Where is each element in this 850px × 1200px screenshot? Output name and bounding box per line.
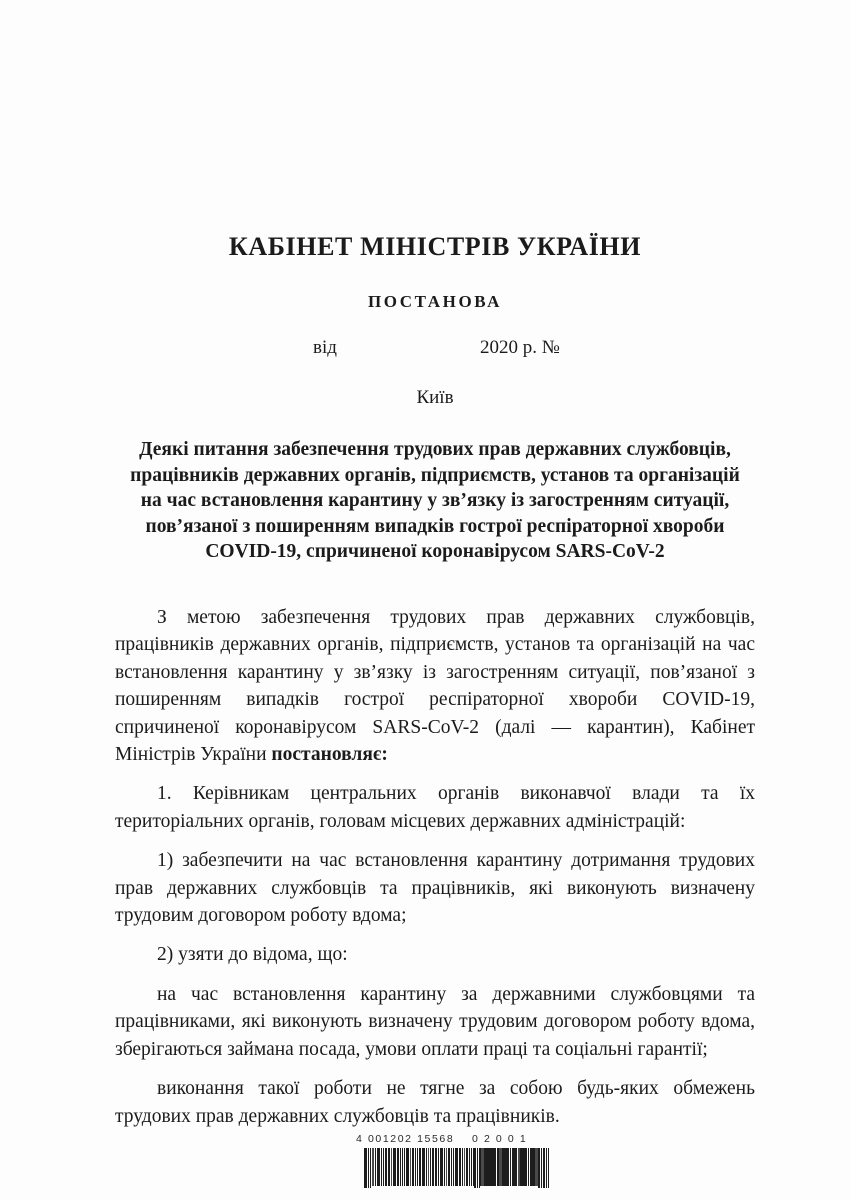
barcode-addon-digits: 0 2 0 0 1 (472, 1133, 528, 1145)
barcode-bar (462, 1148, 463, 1186)
barcode-bar (469, 1148, 470, 1186)
barcode-bar (388, 1148, 390, 1186)
barcode-bar (453, 1148, 454, 1186)
barcode-bar (479, 1148, 480, 1188)
barcode-bar (417, 1148, 418, 1186)
barcode-bar (538, 1148, 540, 1188)
barcode-bar (397, 1148, 399, 1186)
paragraph-item-1-2-a: на час встановлення карантину за державними службовцями та працівниками, які виконують визначену трудовим договором роботу вдома, зберігаються займана посада, умови оплати праці та соціальні гарантії; (115, 983, 755, 1060)
barcode-bar (497, 1148, 498, 1186)
barcode-bars (350, 1148, 530, 1188)
dateline (115, 337, 755, 363)
barcode-bar (543, 1148, 544, 1188)
barcode-bar (385, 1148, 387, 1186)
barcode-bar (474, 1148, 476, 1188)
barcode-bar (393, 1148, 396, 1186)
barcode-bar (485, 1148, 486, 1186)
title-line: COVID-19, спричиненої коронавірусом SARS-CoV-2 (205, 541, 665, 562)
city-label: Київ (416, 387, 454, 408)
barcode-bar (503, 1148, 504, 1186)
paragraph-item-1: 1. Керівникам центральних органів виконавчої влади та їх територіальних органів, головам місцевих державних адміністрацій: (115, 783, 755, 832)
barcode-bar (466, 1148, 468, 1186)
year-and-number-label: 2020 р. № (480, 337, 560, 358)
organization-title: КАБІНЕТ МІНІСТРІВ УКРАЇНИ (228, 232, 642, 261)
barcode-bar (490, 1148, 491, 1186)
barcode-bar (512, 1148, 513, 1186)
barcode-bar (505, 1148, 506, 1186)
barcode-addon-bars (474, 1148, 545, 1188)
barcode-bar (494, 1148, 496, 1186)
barcode-bar (471, 1148, 472, 1186)
barcode-bar (444, 1148, 445, 1186)
barcode-bar (455, 1148, 458, 1186)
barcode-bar (541, 1148, 542, 1188)
barcode-bar (546, 1148, 547, 1188)
barcode-bar (410, 1148, 411, 1186)
masthead (115, 232, 755, 312)
barcode-bar (415, 1148, 416, 1186)
barcode-bar (370, 1148, 371, 1188)
barcode-bar (432, 1148, 434, 1186)
barcode-bar (404, 1148, 405, 1186)
title-line: пов’язаної з поширенням випадків гострої респіраторної хвороби (145, 515, 725, 537)
title-line: працівників державних органів, підприємств, установ та організацій (130, 464, 740, 486)
barcode-bar (525, 1148, 527, 1186)
document-body (115, 604, 755, 1130)
barcode-bar (364, 1148, 367, 1188)
barcode-bar (523, 1148, 524, 1186)
barcode-bar (406, 1148, 409, 1186)
paragraph-item-1-2-b: виконання такої роботи не тягне за собою будь-яких обмежень трудових прав державних службовців та працівників. (115, 1078, 755, 1127)
document-type-heading: ПОСТАНОВА (367, 291, 503, 311)
barcode-bar (499, 1148, 502, 1186)
paragraph-item-1-1: 1) забезпечити на час встановлення карантину дотримання трудових прав державних службовців та працівників, які виконують визначену трудовим договором роботу вдома; (115, 850, 755, 927)
barcode-main-digits: 4 001202 15568 (356, 1133, 455, 1145)
barcode-bar (368, 1148, 369, 1188)
barcode-bar (435, 1148, 437, 1186)
barcode-bar (528, 1148, 529, 1186)
document-title (115, 437, 755, 565)
barcode-bar (548, 1148, 549, 1188)
barcode-bar (481, 1148, 484, 1186)
barcode-bar (391, 1148, 392, 1186)
barcode (350, 1133, 530, 1188)
barcode-bar (422, 1148, 425, 1186)
barcode-bar (375, 1148, 376, 1186)
barcode-bar (381, 1148, 382, 1186)
preamble-text: З метою забезпечення трудових прав державних службовців, працівників державних органів, підприємств, установ та організацій на час встановлення карантину у зв’язку із загостренням ситуації, пов’язаної з поширенням випадків гострої респіраторної хвороби COVID-19, спричиненої коронавірусом SARS-CoV-2 (далі — карантин), Кабінет Міністрів України (115, 607, 755, 766)
barcode-bar (428, 1148, 429, 1186)
barcode-bar (419, 1148, 421, 1186)
barcode-bar (438, 1148, 439, 1186)
barcode-bar (459, 1148, 461, 1186)
barcode-bar (464, 1148, 465, 1186)
paragraph-item-1-2: 2) узяти до відома, що: (157, 944, 348, 966)
barcode-bar (518, 1148, 520, 1186)
date-label: від (313, 337, 337, 358)
barcode-bar (440, 1148, 443, 1186)
barcode-bar (514, 1148, 517, 1186)
paragraph-preamble (115, 604, 755, 768)
title-line: Деякі питання забезпечення трудових прав державних службовців, (139, 439, 731, 460)
barcode-bar (430, 1148, 431, 1186)
barcode-bar (426, 1148, 427, 1186)
barcode-bar (412, 1148, 414, 1186)
barcode-bar (400, 1148, 401, 1186)
title-line: на час встановлення карантину у зв’язку із загостренням ситуації, (140, 490, 730, 511)
barcode-bar (448, 1148, 450, 1186)
barcode-bar (377, 1148, 380, 1186)
barcode-bar (451, 1148, 452, 1186)
barcode-bar (372, 1148, 374, 1186)
barcode-bar (487, 1148, 489, 1186)
barcode-bar (510, 1148, 511, 1186)
barcode-bar (492, 1148, 493, 1186)
barcode-bar (507, 1148, 509, 1186)
barcode-bar (477, 1148, 478, 1188)
barcode-bar (383, 1148, 384, 1186)
barcode-bar (521, 1148, 522, 1186)
barcode-digits (350, 1133, 530, 1147)
barcode-bar (402, 1148, 403, 1186)
barcode-bar (532, 1148, 535, 1186)
barcode-bar (446, 1148, 447, 1186)
preamble-bold-verb: постановляє: (271, 744, 388, 766)
barcode-bar (530, 1148, 531, 1186)
barcode-bar (536, 1148, 537, 1186)
